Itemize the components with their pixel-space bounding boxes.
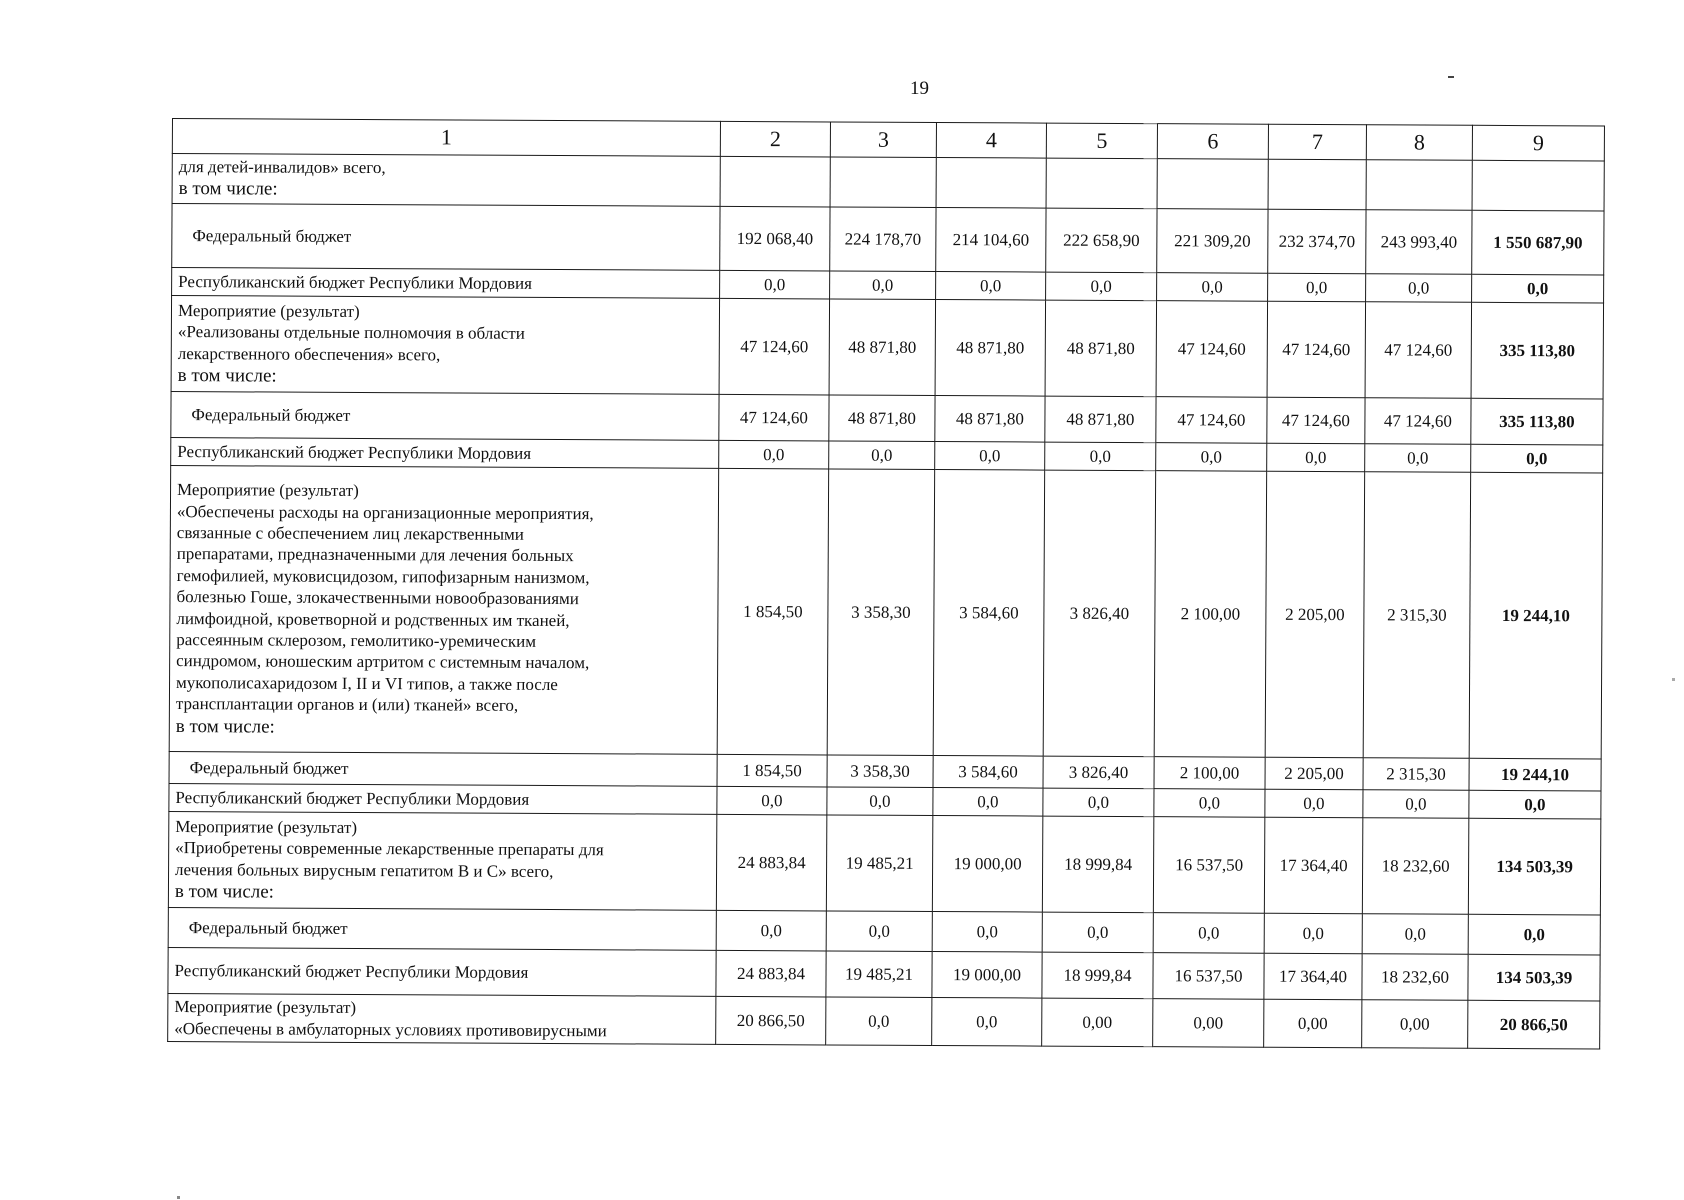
description-line: «Реализованы отдельные полномочия в области (177, 322, 525, 344)
value-cell: 18 999,84 (1042, 816, 1154, 913)
value-cell: 0,0 (1362, 914, 1468, 955)
value-cell: 18 999,84 (1042, 952, 1153, 999)
column-header: 9 (1472, 125, 1604, 161)
description-line: гемофилией, муковисцидозом, гипофизарным нанизмом, (176, 565, 590, 587)
value-cell: 18 232,60 (1362, 818, 1469, 915)
value-cell: 192 068,40 (720, 207, 830, 272)
description-line: Мероприятие (результат) (177, 480, 359, 501)
value-cell: 0,0 (1157, 273, 1268, 302)
description-line: лекарственного обеспечения» всего, (177, 343, 441, 364)
scan-mark (1672, 678, 1675, 681)
value-cell: 2 100,00 (1154, 757, 1265, 790)
table-row (171, 392, 1603, 445)
value-cell: 48 871,80 (1045, 300, 1157, 397)
description-line: лечения больных вирусным гепатитом В и С» всего, (175, 859, 554, 881)
value-cell: 19 485,21 (826, 951, 932, 998)
row-description (169, 784, 717, 815)
total-cell: 0,0 (1468, 915, 1600, 956)
value-cell: 47 124,60 (1365, 398, 1471, 445)
value-cell: 19 000,00 (932, 952, 1042, 999)
description-line: болезнью Гоше, злокачественными новообразованиями (176, 587, 579, 609)
value-cell: 0,0 (933, 788, 1043, 817)
value-cell: 0,00 (1042, 998, 1153, 1047)
page-number: 19 (910, 78, 929, 99)
description-tail: в том числе: (175, 715, 275, 738)
funding-source-label: Федеральный бюджет (188, 918, 348, 939)
description-line: связанные с обеспечением лиц лекарственными (176, 522, 524, 544)
value-cell: 0,0 (1265, 790, 1363, 819)
total-cell: 20 866,50 (1468, 1001, 1600, 1050)
value-cell: 0,0 (1154, 789, 1265, 818)
column-header: 7 (1268, 124, 1366, 160)
description-line: лимфоидной, кроветворной и родственных им тканей, (176, 608, 570, 630)
value-cell: 47 124,60 (1267, 302, 1366, 399)
value-cell: 47 124,60 (1267, 398, 1365, 445)
table-row (169, 466, 1602, 759)
description-line: Мероприятие (результат) (177, 300, 360, 321)
value-cell: 19 000,00 (932, 816, 1043, 913)
row-description (169, 466, 718, 755)
value-cell: 0,0 (1156, 443, 1267, 472)
value-cell: 0,0 (1264, 914, 1362, 955)
value-cell: 3 358,30 (827, 755, 933, 788)
value-cell (1366, 160, 1472, 211)
value-cell: 1 854,50 (717, 755, 827, 788)
description-line: синдромом, юношеским артритом с системным началом, (176, 651, 590, 673)
value-cell (1157, 159, 1268, 210)
column-header: 5 (1046, 123, 1157, 159)
value-cell (936, 158, 1046, 209)
description-line: «Приобретены современные лекарственные препараты для (175, 838, 604, 860)
value-cell: 3 826,40 (1043, 470, 1155, 757)
value-cell (1268, 159, 1366, 210)
value-cell: 0,0 (1267, 444, 1365, 473)
value-cell: 0,00 (1153, 999, 1264, 1048)
value-cell (720, 156, 830, 207)
value-cell: 221 309,20 (1157, 209, 1268, 274)
description-tail: в том числе: (178, 178, 278, 200)
value-cell: 0,0 (932, 912, 1042, 953)
value-cell: 222 658,90 (1046, 208, 1157, 273)
value-cell: 2 205,00 (1265, 758, 1363, 791)
row-description (172, 204, 720, 271)
value-cell: 16 537,50 (1153, 953, 1264, 1000)
column-header: 3 (830, 122, 936, 158)
table-row (171, 296, 1603, 399)
value-cell: 2 205,00 (1265, 472, 1364, 759)
value-cell: 20 866,50 (716, 997, 826, 1046)
value-cell: 0,0 (1043, 788, 1154, 817)
table-row (168, 994, 1600, 1049)
total-cell (1472, 160, 1604, 211)
row-description (169, 752, 717, 787)
value-cell: 48 871,80 (935, 300, 1046, 397)
column-header: 8 (1366, 125, 1472, 161)
value-cell: 0,00 (1264, 1000, 1362, 1049)
value-cell: 0,0 (1153, 913, 1264, 954)
value-cell: 24 883,84 (716, 951, 826, 998)
value-cell: 48 871,80 (1045, 396, 1156, 443)
scan-mark (1448, 76, 1454, 78)
description-tail: в том числе: (177, 365, 277, 387)
value-cell: 2 100,00 (1154, 471, 1266, 758)
funding-source-label: Республиканский бюджет Республики Мордовия (174, 961, 529, 983)
description-line: рассеянным склерозом, гемолитико-уремическим (176, 630, 537, 651)
table-row (172, 204, 1604, 275)
value-cell (1046, 158, 1157, 209)
value-cell: 224 178,70 (830, 207, 936, 272)
funding-source-label: Федеральный бюджет (191, 405, 351, 426)
value-cell: 0,0 (719, 441, 829, 470)
total-cell: 134 503,39 (1468, 955, 1600, 1002)
row-description (172, 268, 720, 299)
value-cell: 47 124,60 (1156, 301, 1268, 398)
description-line: «Обеспечены в амбулаторных условиях противовирусными (174, 1018, 607, 1041)
funding-source-label: Республиканский бюджет Республики Мордовия (177, 442, 532, 464)
value-cell: 17 364,40 (1264, 954, 1362, 1001)
value-cell: 16 537,50 (1153, 817, 1265, 914)
funding-source-label: Федеральный бюджет (192, 226, 352, 247)
total-cell: 19 244,10 (1469, 759, 1601, 792)
value-cell: 0,0 (717, 787, 827, 816)
value-cell: 18 232,60 (1362, 954, 1468, 1001)
row-description (171, 296, 719, 395)
value-cell: 2 315,30 (1363, 472, 1470, 759)
value-cell: 0,0 (826, 911, 932, 952)
table-row (172, 154, 1604, 212)
total-cell: 335 113,80 (1471, 303, 1604, 400)
row-description (168, 908, 716, 951)
scan-mark (177, 1196, 180, 1199)
value-cell: 0,0 (1042, 912, 1153, 953)
value-cell: 0,0 (1363, 790, 1469, 819)
value-cell: 0,0 (720, 271, 830, 300)
row-description (168, 812, 716, 911)
value-cell: 0,0 (1046, 272, 1157, 301)
row-description (168, 994, 716, 1045)
value-cell: 232 374,70 (1268, 210, 1366, 275)
total-cell: 19 244,10 (1469, 473, 1602, 760)
value-cell: 0,0 (830, 271, 936, 300)
column-header: 2 (720, 121, 830, 157)
total-cell: 0,0 (1471, 445, 1603, 474)
description-line: для детей-инвалидов» всего, (178, 157, 386, 178)
total-cell: 134 503,39 (1468, 819, 1601, 916)
value-cell: 0,0 (932, 998, 1042, 1047)
column-header: 4 (936, 123, 1046, 159)
value-cell: 0,0 (827, 787, 933, 816)
value-cell: 3 584,60 (933, 470, 1044, 757)
value-cell: 47 124,60 (1156, 397, 1267, 444)
value-cell: 0,0 (826, 997, 932, 1046)
value-cell: 48 871,80 (829, 299, 936, 396)
value-cell: 214 104,60 (936, 208, 1046, 273)
table-row (168, 812, 1600, 915)
budget-table (167, 118, 1605, 1050)
description-line: препаратами, предназначенными для лечения больных (176, 544, 574, 566)
value-cell (830, 157, 936, 208)
row-description (171, 438, 719, 469)
column-header: 6 (1157, 124, 1268, 160)
row-description (172, 154, 720, 207)
total-cell: 1 550 687,90 (1472, 211, 1604, 276)
value-cell: 19 485,21 (826, 815, 933, 912)
table-row (168, 948, 1600, 1001)
description-line: мукополисахаридозом I, II и VI типов, а также после (175, 672, 558, 694)
value-cell: 17 364,40 (1264, 818, 1363, 915)
row-description (168, 948, 716, 997)
value-cell: 0,0 (1268, 274, 1366, 303)
value-cell: 24 883,84 (716, 815, 827, 912)
column-header: 1 (172, 119, 720, 157)
value-cell: 3 584,60 (933, 756, 1043, 789)
value-cell: 48 871,80 (829, 395, 935, 442)
value-cell: 0,0 (1366, 274, 1472, 303)
description-tail: в том числе: (174, 881, 275, 903)
value-cell: 0,0 (935, 442, 1045, 471)
value-cell: 0,0 (936, 272, 1046, 301)
value-cell: 243 993,40 (1366, 210, 1472, 275)
value-cell: 3 358,30 (827, 469, 934, 756)
total-cell: 0,0 (1472, 275, 1604, 304)
description-line: Мероприятие (результат) (175, 816, 358, 837)
description-line: «Обеспечены расходы на организационные мероприятия, (176, 501, 594, 523)
value-cell: 47 124,60 (719, 299, 830, 396)
description-line: Мероприятие (результат) (174, 997, 357, 1018)
value-cell: 0,0 (1045, 442, 1156, 471)
value-cell: 48 871,80 (935, 396, 1045, 443)
value-cell: 3 826,40 (1043, 756, 1154, 789)
value-cell: 0,0 (716, 911, 826, 952)
funding-source-label: Республиканский бюджет Республики Мордовия (175, 788, 530, 810)
value-cell: 2 315,30 (1363, 758, 1469, 791)
funding-source-label: Федеральный бюджет (189, 758, 349, 779)
value-cell: 0,00 (1362, 1000, 1468, 1049)
value-cell: 47 124,60 (1365, 302, 1472, 399)
description-line: трансплантации органов и (или) тканей» всего, (175, 694, 519, 716)
row-description (171, 392, 719, 441)
value-cell: 0,0 (829, 441, 935, 470)
value-cell: 47 124,60 (719, 395, 829, 442)
value-cell: 0,0 (1365, 444, 1471, 473)
value-cell: 1 854,50 (717, 469, 828, 756)
total-cell: 0,0 (1469, 791, 1601, 820)
total-cell: 335 113,80 (1471, 399, 1603, 446)
funding-source-label: Республиканский бюджет Республики Мордовия (178, 272, 532, 294)
